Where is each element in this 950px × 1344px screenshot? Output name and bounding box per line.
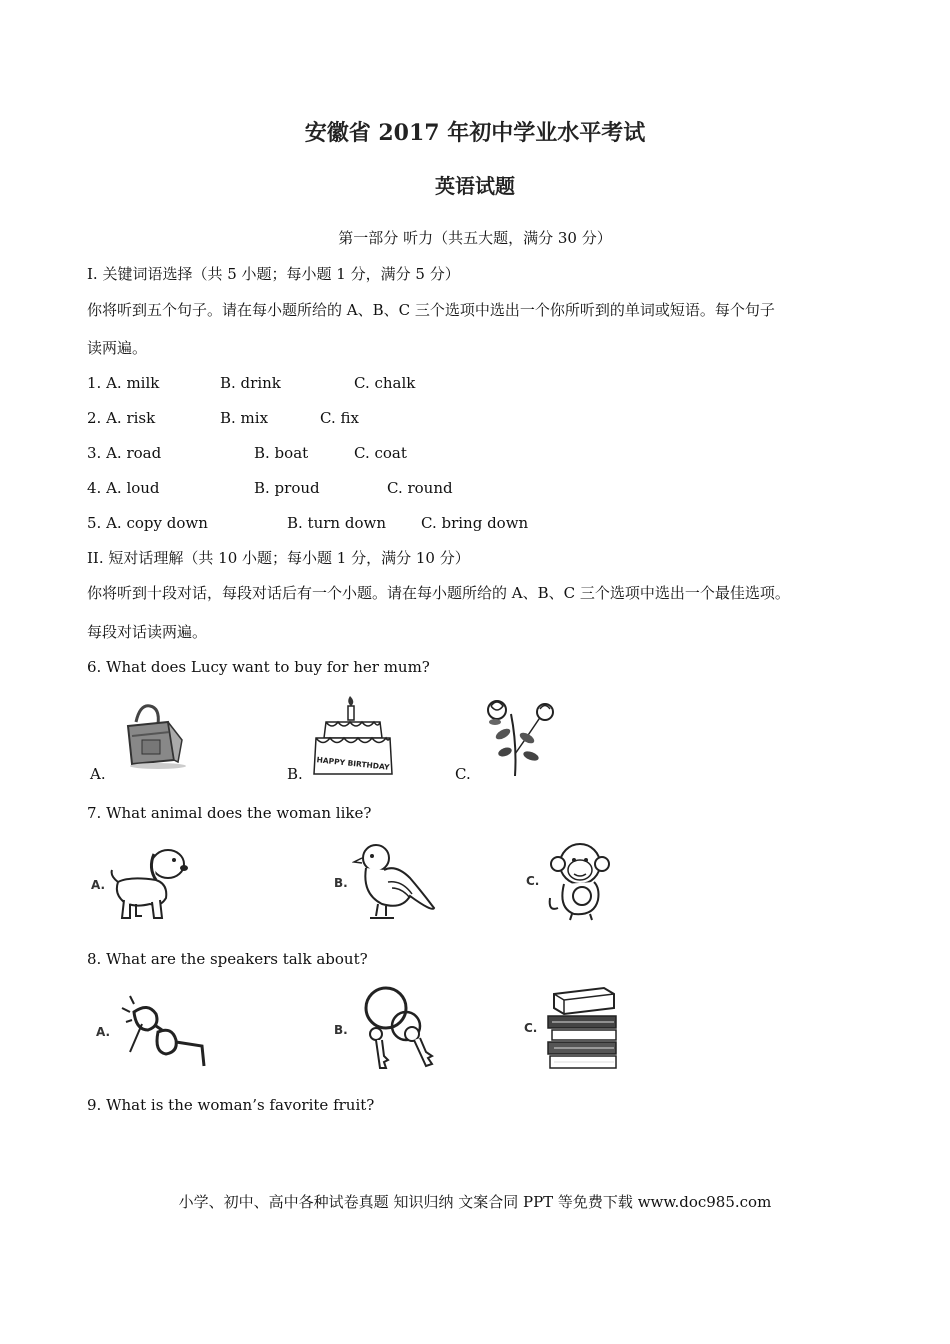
dog-icon: [110, 840, 190, 922]
q2-option-c: C. fix: [320, 409, 359, 427]
q6-label-a: A.: [90, 765, 106, 783]
q5-option-c: C. bring down: [421, 514, 529, 532]
section1-heading: I. 关键词语选择（共 5 小题；每小题 1 分，满分 5 分）: [87, 265, 460, 283]
q4-option-b: B. proud: [254, 479, 320, 497]
books-icon: [544, 984, 620, 1070]
q7-label-c: C.: [526, 874, 540, 888]
q3-option-b: B. boat: [254, 444, 309, 462]
exam-title: 安徽省 2017 年初中学业水平考试: [304, 120, 646, 146]
q8-label-c: C.: [524, 1021, 538, 1035]
section1-instruction-cont: 读两遍。: [87, 339, 148, 357]
birthday-cake-icon: [308, 692, 398, 778]
handbag-icon: [118, 700, 190, 770]
q7-label-a: A.: [91, 878, 106, 892]
q8-label-a: A.: [96, 1025, 111, 1039]
q7-text: 7. What animal does the woman like?: [87, 804, 372, 822]
q2-option-a: 2. A. risk: [87, 409, 156, 427]
section2-instruction-cont: 每段对话读两遍。: [87, 623, 208, 641]
q7-label-b: B.: [334, 876, 348, 890]
q8-label-b: B.: [334, 1023, 348, 1037]
q5-option-b: B. turn down: [287, 514, 386, 532]
section1-instruction: 你将听到五个句子。请在每小题所给的 A、B、C 三个选项中选出一个你所听到的单词或短语。每个句子: [87, 301, 775, 319]
exam-subtitle: 英语试题: [435, 174, 515, 198]
q1-option-a: 1. A. milk: [87, 374, 160, 392]
glasses-icon: [118, 992, 210, 1072]
q1-option-c: C. chalk: [354, 374, 416, 392]
q6-text: 6. What does Lucy want to buy for her mum?: [87, 658, 430, 676]
monkey-icon: [544, 838, 616, 922]
q9-text: 9. What is the woman’s favorite fruit?: [87, 1096, 375, 1114]
q6-label-b: B.: [287, 765, 303, 783]
q8-text: 8. What are the speakers talk about?: [87, 950, 368, 968]
q3-option-c: C. coat: [354, 444, 407, 462]
q4-option-c: C. round: [387, 479, 453, 497]
section2-heading: II. 短对话理解（共 10 小题；每小题 1 分，满分 10 分）: [87, 549, 470, 567]
keys-icon: [354, 984, 444, 1074]
bird-icon: [352, 838, 436, 922]
q6-label-c: C.: [455, 765, 471, 783]
cake-text: HAPPY BIRTHDAY: [316, 755, 390, 772]
q4-option-a: 4. A. loud: [87, 479, 160, 497]
q3-option-a: 3. A. road: [87, 444, 162, 462]
rose-flower-icon: [475, 694, 561, 778]
part-heading: 第一部分 听力（共五大题，满分 30 分）: [338, 229, 612, 247]
q2-option-b: B. mix: [220, 409, 269, 427]
q1-option-b: B. drink: [220, 374, 281, 392]
q5-option-a: 5. A. copy down: [87, 514, 208, 532]
section2-instruction: 你将听到十段对话，每段对话后有一个小题。请在每小题所给的 A、B、C 三个选项中选出一个最佳选项。: [87, 584, 790, 602]
page-footer: 小学、初中、高中各种试卷真题 知识归纳 文案合同 PPT 等免费下载 www.doc985.com: [178, 1193, 772, 1211]
